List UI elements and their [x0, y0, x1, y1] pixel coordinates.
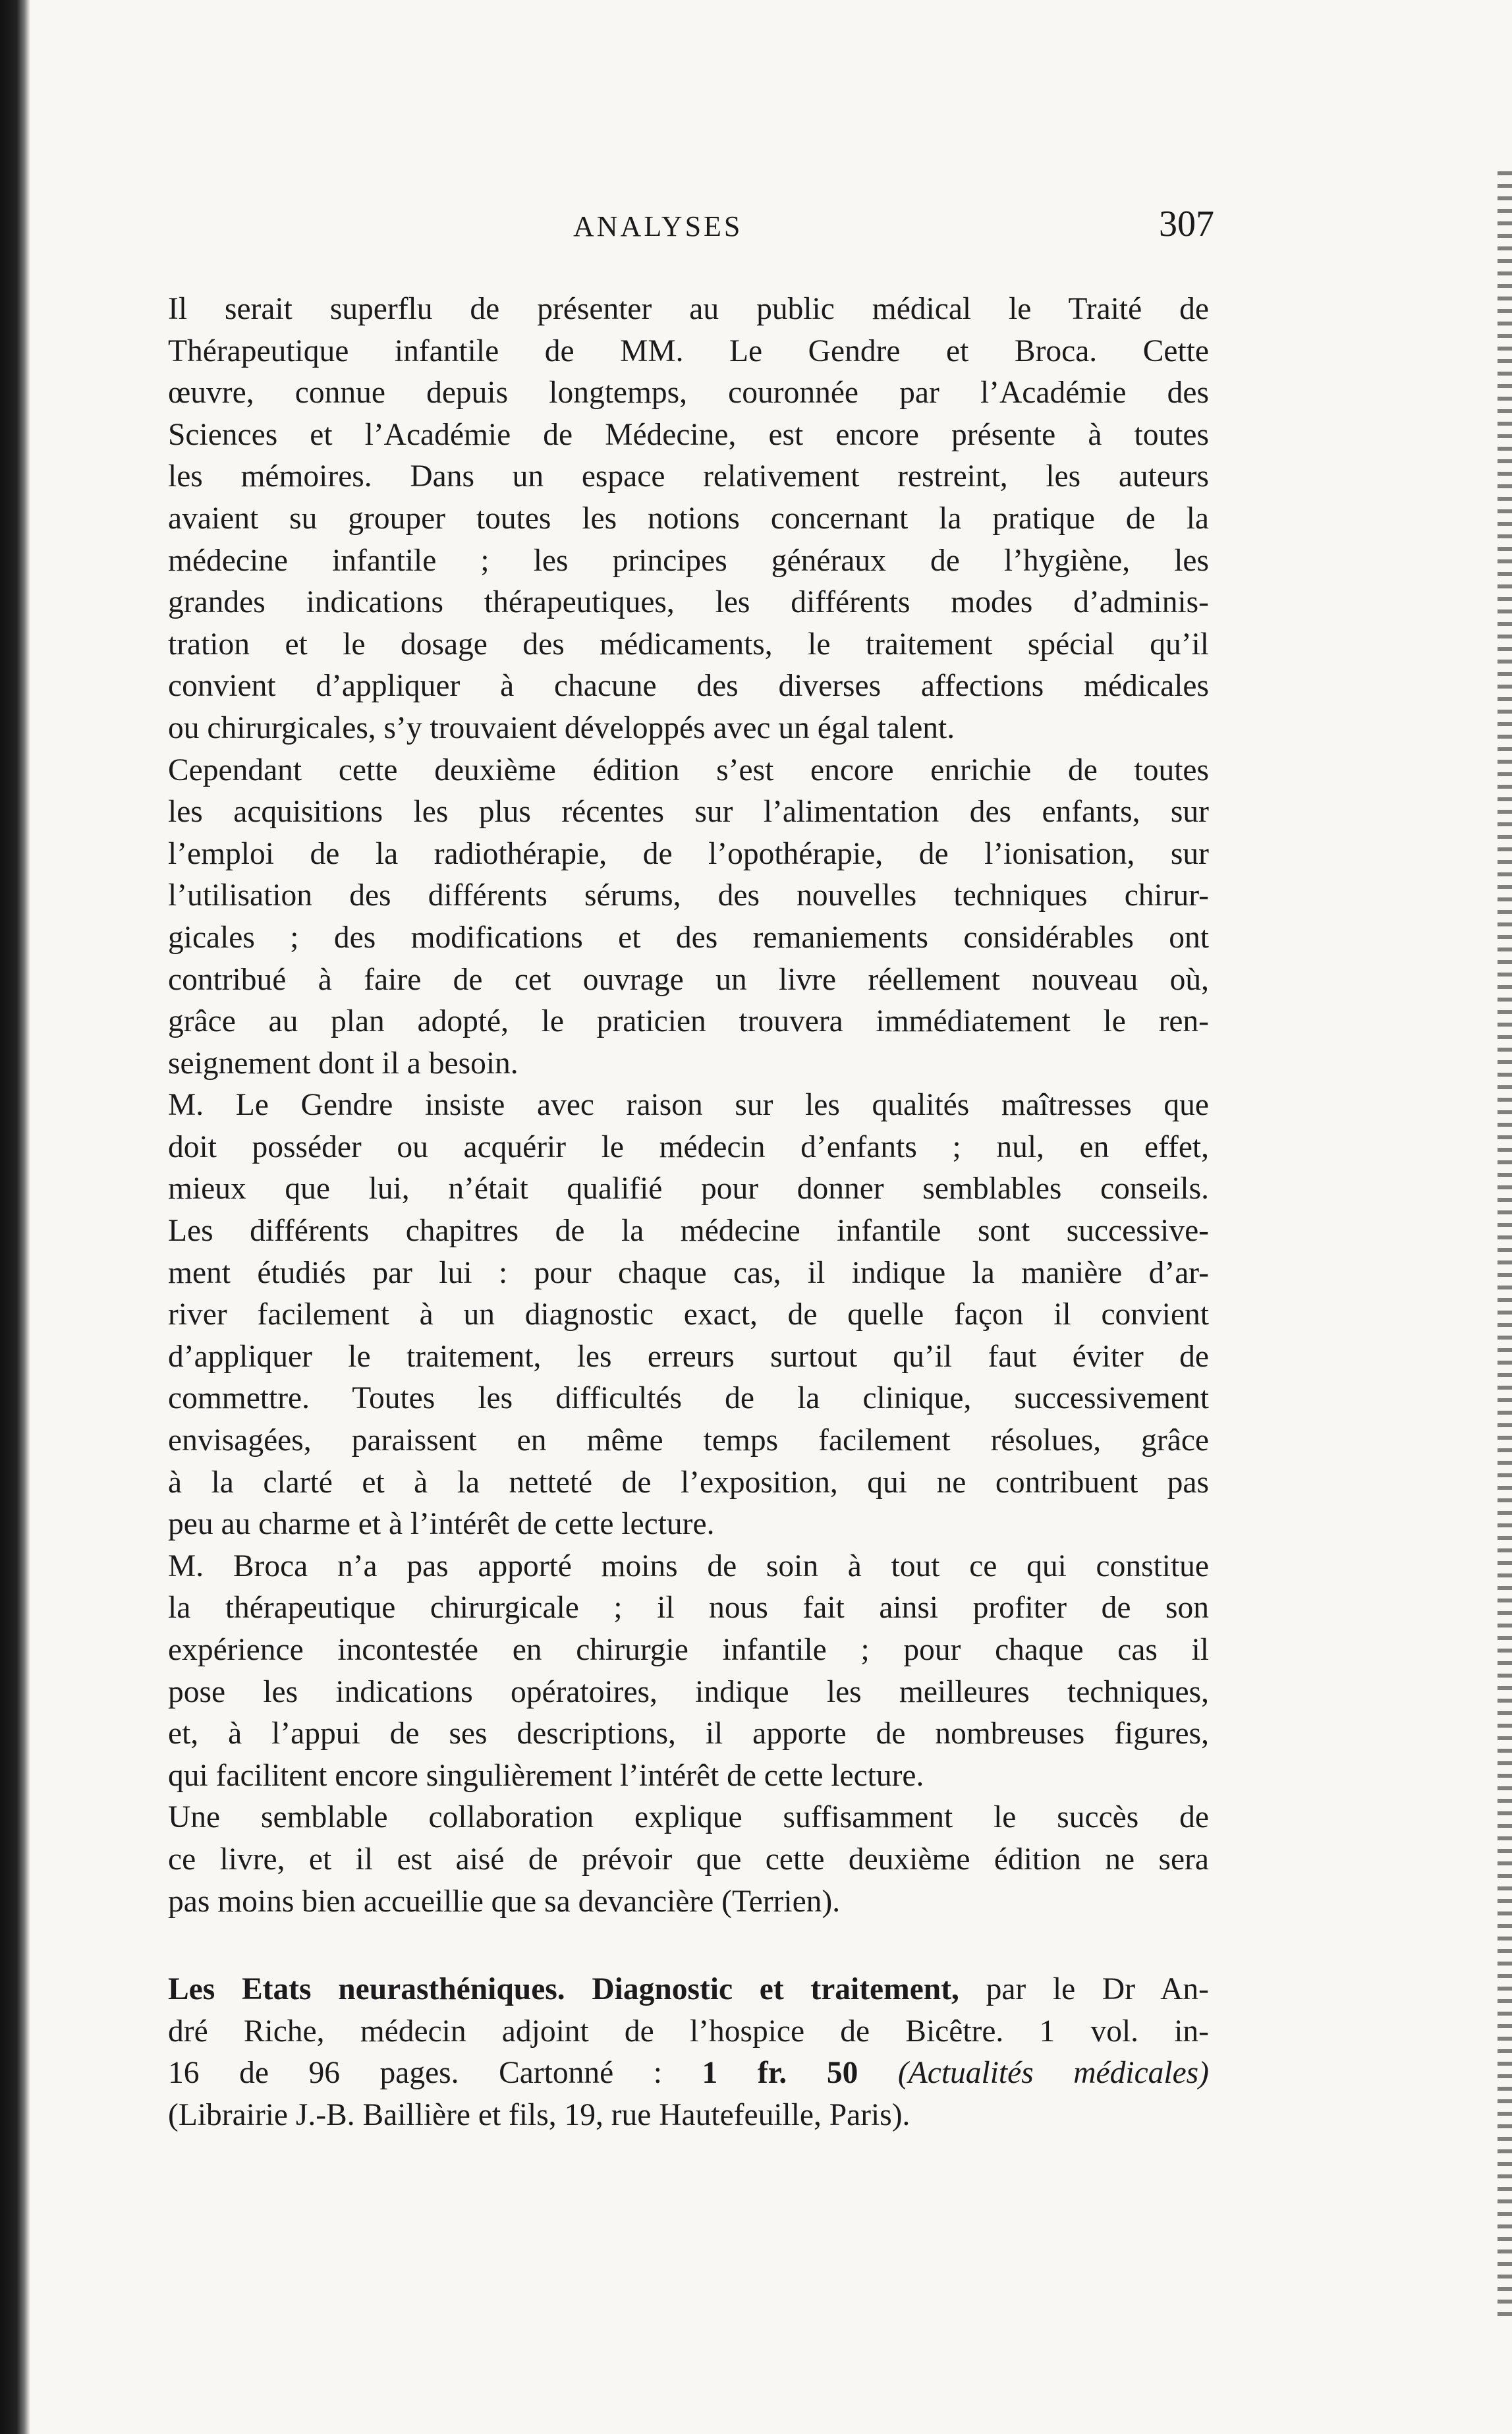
text-line: grâce au plan adopté, le praticien trouvera immédiatement le ren- [168, 1004, 1209, 1039]
text-line: Cependant cette deuxième édition s’est encore enrichie de toutes [168, 752, 1209, 787]
text-line: commettre. Toutes les difficultés de la clinique, successivement [168, 1381, 1209, 1416]
bib-line-1 [168, 1969, 1209, 2011]
text-line: grandes indications thérapeutiques, les différents modes d’adminis- [168, 585, 1209, 620]
paragraph-3 [168, 1085, 1209, 1546]
text-line: à la clarté et à la netteté de l’exposition, qui ne contribuent pas [168, 1465, 1209, 1500]
text-line: l’utilisation des différents sérums, des nouvelles techniques chirur- [168, 878, 1209, 913]
text-line: doit posséder ou acquérir le médecin d’enfants ; nul, en effet, [168, 1129, 1209, 1164]
text-line: seignement dont il a besoin. [168, 1046, 518, 1081]
bibliography-entry [168, 1969, 1209, 2136]
scan-left-edge [0, 0, 30, 2434]
bib-line-3 [168, 2052, 1209, 2095]
page-number: 307 [1159, 204, 1214, 244]
text-line: convient d’appliquer à chacune des diverses affections médicales [168, 669, 1209, 704]
page-header [168, 196, 1214, 256]
text-line: ment étudiés par lui : pour chaque cas, il indique la manière d’ar- [168, 1255, 1209, 1290]
text-line: d’appliquer le traitement, les erreurs surtout qu’il faut éviter de [168, 1339, 1209, 1374]
text-line: M. Le Gendre insiste avec raison sur les qualités maîtresses que [168, 1088, 1209, 1123]
text-line: qui facilitent encore singulièrement l’intérêt de cette lecture. [168, 1758, 924, 1793]
text-line: mieux que lui, n’était qualifié pour donner semblables conseils. [168, 1172, 1209, 1206]
price: 1 fr. 50 [702, 2056, 858, 2091]
text-line: Sciences et l’Académie de Médecine, est encore présente à toutes [168, 417, 1209, 452]
paragraph-1 [168, 289, 1209, 750]
text-line: ce livre, et il est aisé de prévoir que cette deuxième édition ne sera [168, 1842, 1209, 1877]
text-line: pas moins bien accueillie que sa devancière (Terrien). [168, 1884, 841, 1919]
text-line: M. Broca n’a pas apporté moins de soin à tout ce qui constitue [168, 1548, 1209, 1583]
paragraph-5 [168, 1797, 1209, 1923]
text-line: Il serait superflu de présenter au public médical le Traité de [168, 292, 1209, 326]
text-line: et, à l’appui de ses descriptions, il apporte de nombreuses figures, [168, 1716, 1209, 1751]
running-title: ANALYSES [573, 210, 743, 242]
paragraph-4 [168, 1546, 1209, 1797]
text-line: gicales ; des modifications et des remaniements considérables ont [168, 920, 1209, 955]
text-line: Une semblable collaboration explique suffisamment le succès de [168, 1800, 1209, 1835]
paragraph-2 [168, 750, 1209, 1085]
text-line: les acquisitions les plus récentes sur l’alimentation des enfants, sur [168, 795, 1209, 830]
text-line: les mémoires. Dans un espace relativement restreint, les auteurs [168, 459, 1209, 494]
author-intro: par le Dr An- [986, 1972, 1209, 2007]
text-line: tration et le dosage des médicaments, le traitement spécial qu’il [168, 627, 1209, 662]
text-line: ou chirurgicales, s’y trouvaient développés avec un égal talent. [168, 710, 955, 745]
text-line: l’emploi de la radiothérapie, de l’opothérapie, de l’ionisation, sur [168, 836, 1209, 871]
series-name: (Actualités médicales) [897, 2056, 1209, 2091]
text-line: contribué à faire de cet ouvrage un livre réellement nouveau où, [168, 962, 1209, 997]
text-line: expérience incontestée en chirurgie infantile ; pour chaque cas il [168, 1633, 1209, 1667]
format-info: 16 de 96 pages. Cartonné : [168, 2056, 662, 2091]
text-line: peu au charme et à l’intérêt de cette lecture. [168, 1507, 715, 1542]
review-body [168, 289, 1209, 1923]
text-line: médecine infantile ; les principes généraux de l’hygiène, les [168, 543, 1209, 578]
text-line: pose les indications opératoires, indique les meilleures techniques, [168, 1674, 1209, 1709]
text-line: avaient su grouper toutes les notions concernant la pratique de la [168, 501, 1209, 536]
book-title: Les Etats neurasthéniques. Diagnostic et traitement, [168, 1972, 959, 2007]
document-page [168, 196, 1214, 2137]
text-line: œuvre, connue depuis longtemps, couronnée par l’Académie des [168, 376, 1209, 410]
scan-right-edge [1498, 171, 1512, 2319]
text-line: river facilement à un diagnostic exact, de quelle façon il convient [168, 1297, 1209, 1332]
text-line: Les différents chapitres de la médecine infantile sont successive- [168, 1214, 1209, 1249]
text-line: Thérapeutique infantile de MM. Le Gendre et Broca. Cette [168, 333, 1209, 368]
bib-line-2: dré Riche, médecin adjoint de l’hospice de Bicêtre. 1 vol. in- [168, 2014, 1209, 2049]
text-line: envisagées, paraissent en même temps facilement résolues, grâce [168, 1423, 1209, 1458]
bib-line-4: (Librairie J.-B. Baillière et fils, 19, rue Hautefeuille, Paris). [168, 2097, 910, 2132]
text-line: la thérapeutique chirurgicale ; il nous fait ainsi profiter de son [168, 1591, 1209, 1626]
